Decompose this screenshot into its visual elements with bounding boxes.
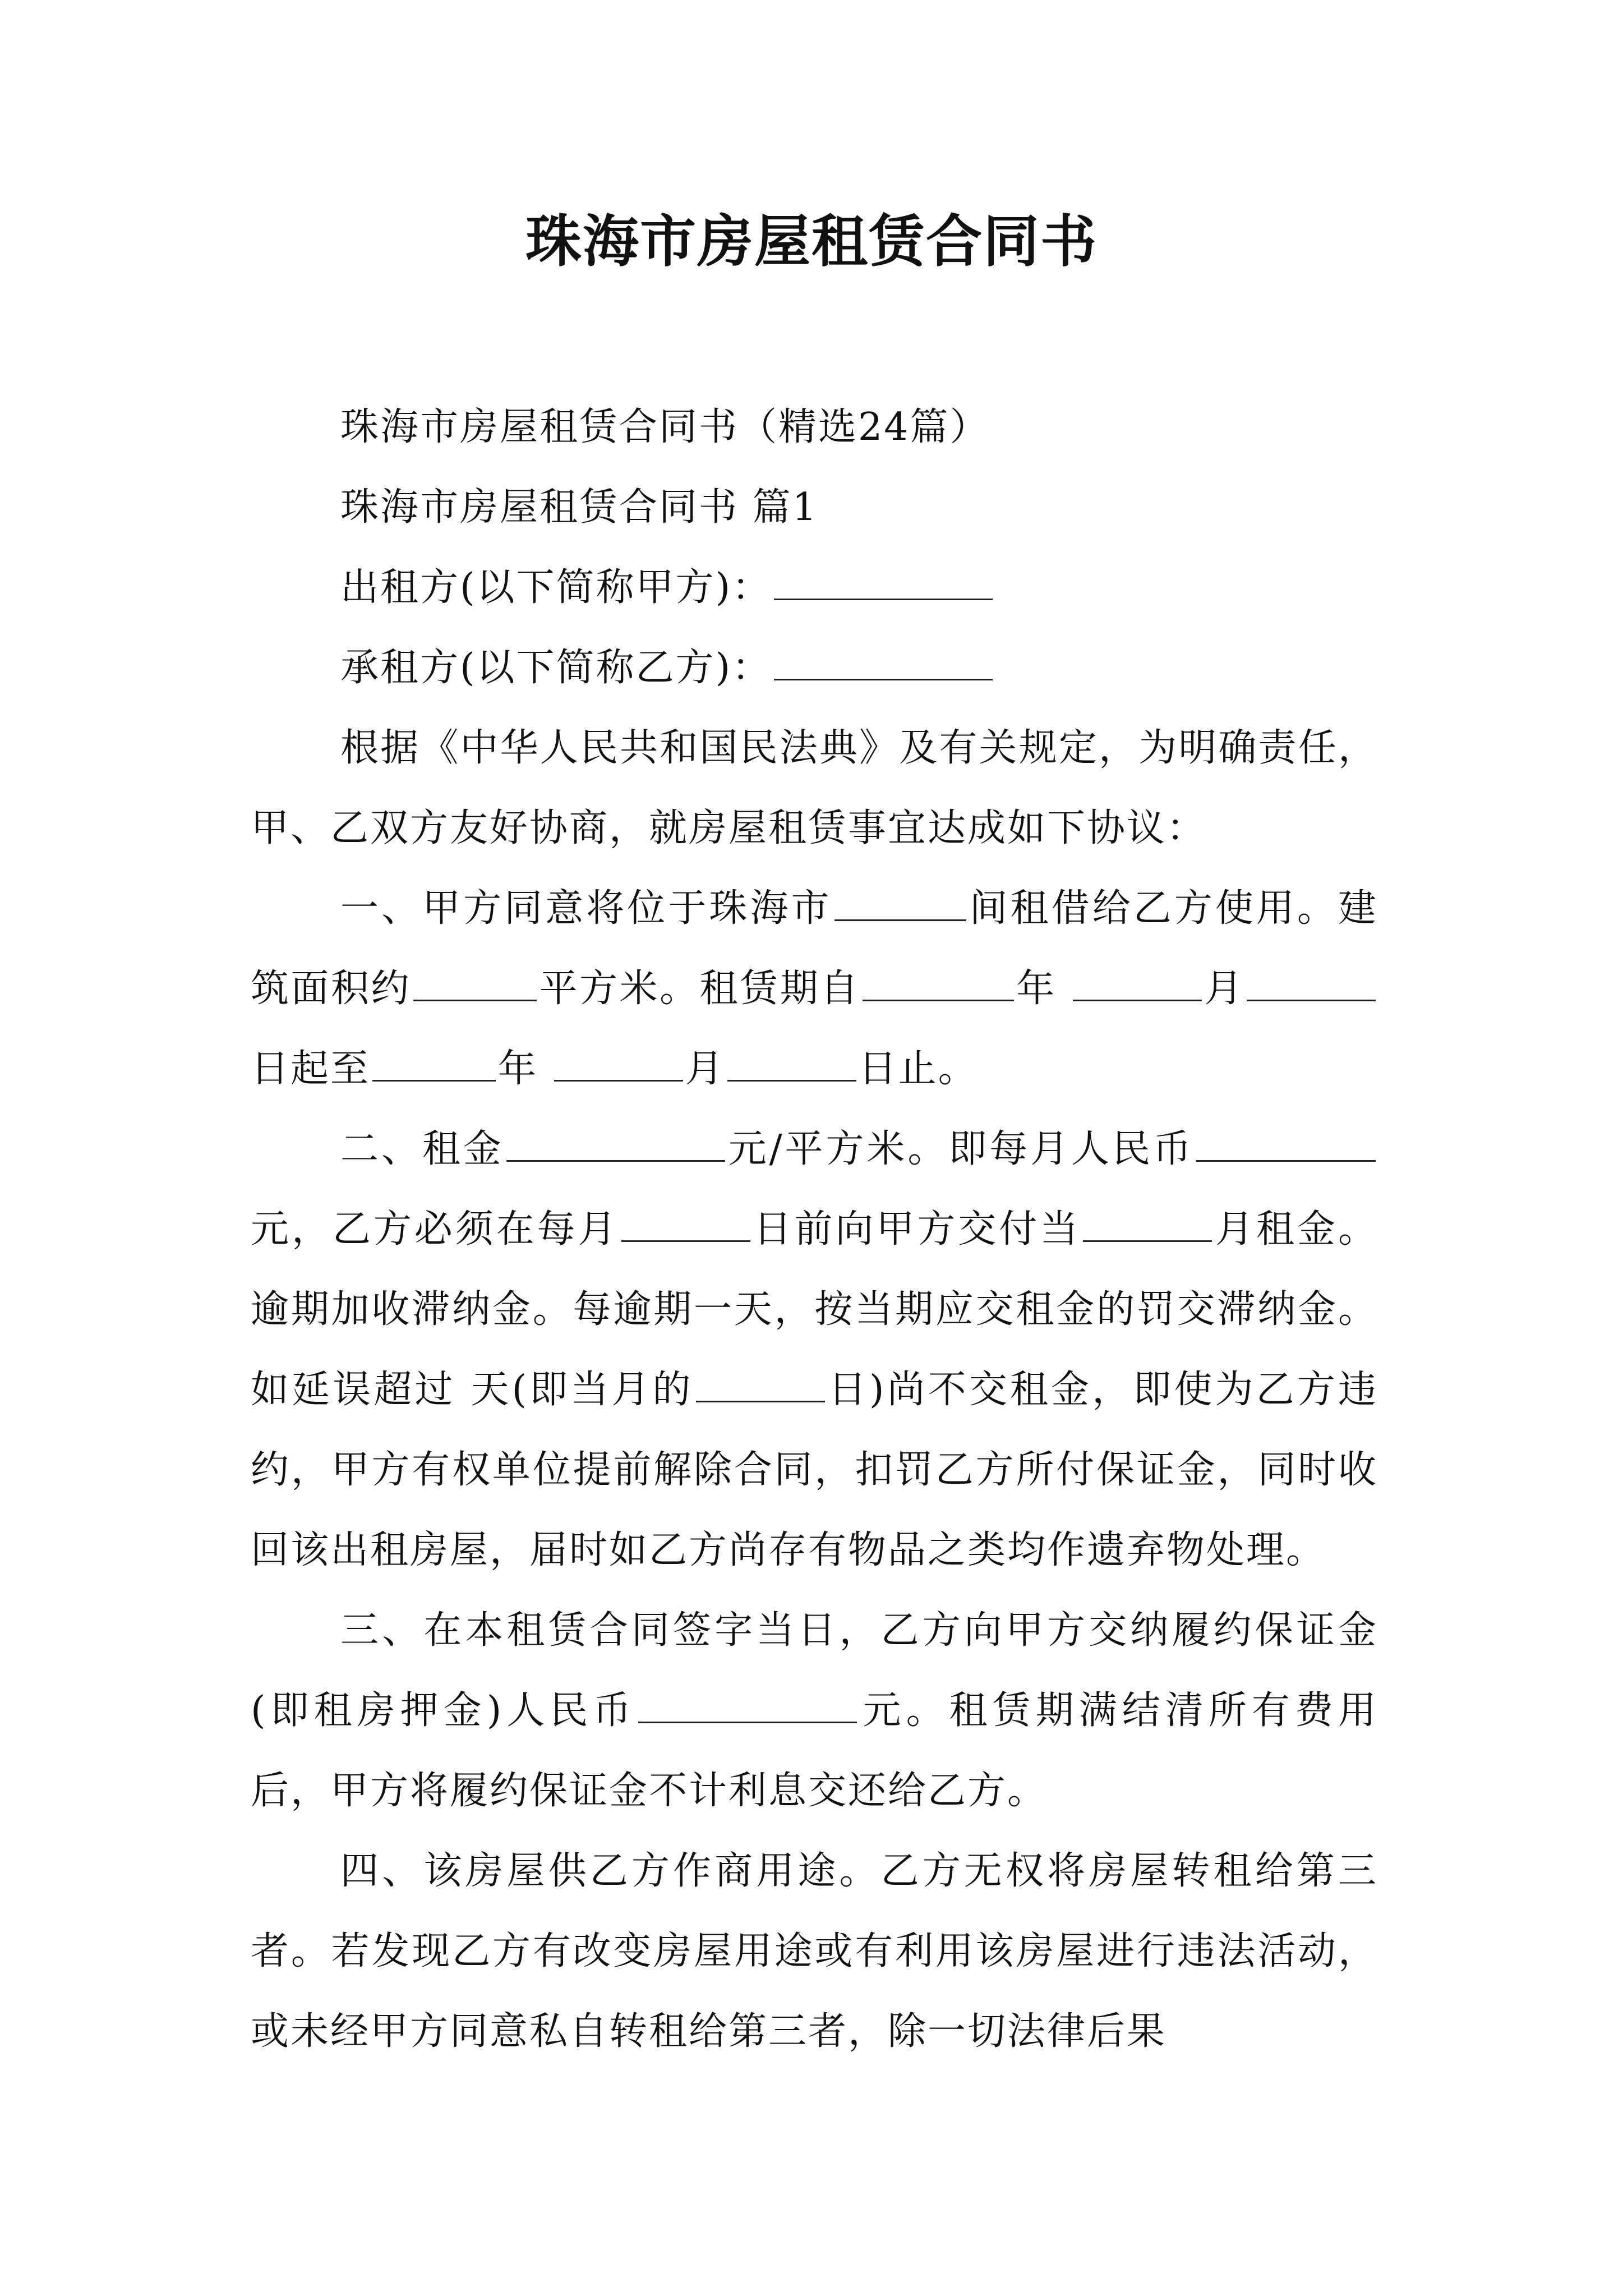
monthly-rent-blank bbox=[1196, 1125, 1376, 1162]
clause-2-text: 元/平方米。即每月人民币 bbox=[727, 1127, 1194, 1171]
clause-3-text: 元。租赁期满结清所有费用后，甲方将履约保证金不计利息交还给乙方。 bbox=[251, 1688, 1378, 1813]
rent-per-sqm-blank bbox=[506, 1125, 725, 1162]
clause-1-text: 间租借给乙方使用。建筑面积约 bbox=[251, 886, 1378, 1011]
clause-1-text: 年 bbox=[498, 1047, 538, 1091]
location-blank bbox=[834, 885, 966, 921]
clause-2-text: 日前向甲方交付当 bbox=[752, 1207, 1081, 1251]
lessor-label: 出租方(以下简称甲方)： bbox=[340, 565, 772, 610]
end-month-blank bbox=[554, 1045, 683, 1082]
clause-3 bbox=[251, 1590, 1378, 1831]
clause-1-text: 月 bbox=[685, 1047, 725, 1091]
clause-2-text: 二、租金 bbox=[340, 1127, 504, 1171]
clause-3-text: 三、在本租赁合同签字当日，乙方向甲方交纳履约保证金(即租房押金)人民币 bbox=[251, 1608, 1378, 1733]
lessee-blank bbox=[774, 644, 993, 680]
start-year-blank bbox=[863, 965, 1014, 1001]
area-blank bbox=[413, 965, 537, 1001]
payment-day-blank bbox=[621, 1205, 750, 1242]
document-title: 珠海市房屋租赁合同书 bbox=[525, 208, 1098, 274]
start-day-blank bbox=[1247, 965, 1376, 1001]
clause-1-text: 一、甲方同意将位于珠海市 bbox=[340, 886, 832, 931]
lessee-line bbox=[251, 628, 1378, 708]
clause-1-text: 平方米。租赁期自 bbox=[539, 967, 860, 1011]
intro-paragraph: 根据《中华人民共和国民法典》及有关规定，为明确责任，甲、乙双方友好协商，就房屋租赁事宜达成如下协议： bbox=[251, 726, 1378, 850]
clause-1-text: 日起至 bbox=[251, 1047, 371, 1091]
clause-4: 四、该房屋供乙方作商用途。乙方无权将房屋转租给第三者。若发现乙方有改变房屋用途或有利用该房屋进行违法活动，或未经甲方同意私自转租给第三者，除一切法律后果 bbox=[251, 1849, 1378, 2054]
clause-2-text: 元，乙方必须在每月 bbox=[251, 1207, 619, 1251]
lessor-line bbox=[251, 547, 1378, 628]
clause-2 bbox=[251, 1109, 1378, 1590]
clause-1-text: 日止。 bbox=[858, 1047, 978, 1091]
document-subtitle: 珠海市房屋租赁合同书（精选24篇） bbox=[340, 405, 990, 449]
deposit-blank bbox=[638, 1687, 857, 1723]
end-day-blank bbox=[727, 1045, 856, 1082]
section-heading: 珠海市房屋租赁合同书 篇1 bbox=[340, 485, 818, 530]
end-year-blank bbox=[372, 1045, 496, 1082]
lessee-label: 承租方(以下简称乙方)： bbox=[340, 646, 772, 690]
payment-month-blank bbox=[1083, 1205, 1212, 1242]
clause-1-text: 年 bbox=[1016, 967, 1057, 1011]
start-month-blank bbox=[1073, 965, 1202, 1001]
document-body bbox=[251, 387, 1378, 2072]
overdue-day-blank bbox=[696, 1366, 825, 1402]
lessor-blank bbox=[774, 564, 993, 600]
clause-2-text: 日)尚不交租金，即使为乙方违约，甲方有权单位提前解除合同，扣罚乙方所付保证金，同时收回该出租房屋，届时如乙方尚存有物品之类均作遗弃物处理。 bbox=[251, 1368, 1378, 1572]
clause-1 bbox=[251, 868, 1378, 1109]
clause-2-text: 月租金。逾期加收滞纳金。每逾期一天，按当期应交租金的罚交滞纳金。如延误超过 天(即当月的 bbox=[251, 1207, 1378, 1412]
clause-1-text: 月 bbox=[1204, 967, 1244, 1011]
